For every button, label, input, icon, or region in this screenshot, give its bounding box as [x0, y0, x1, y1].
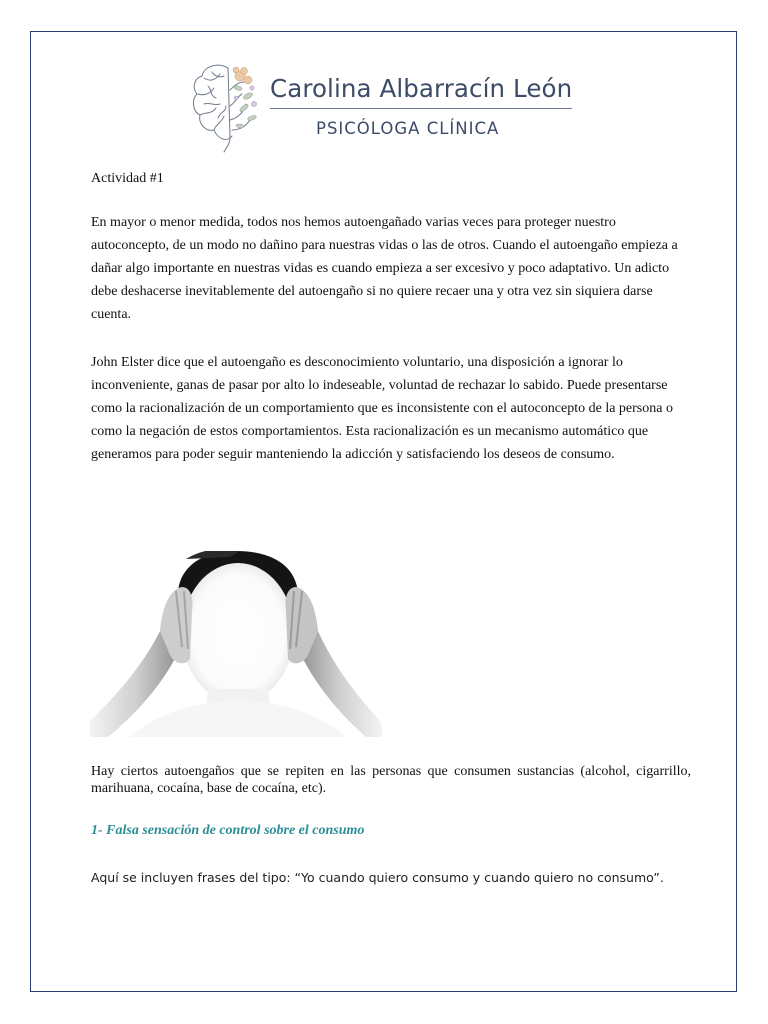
photo-illustration: [90, 551, 382, 737]
letterhead: [190, 60, 580, 156]
person-covering-ears-photo: [90, 551, 382, 737]
paragraph-common-self-deceptions: Hay ciertos autoengaños que se repiten en las personas que consumen sustancias (alcohol, cigarrillo, marihuana, cocaína, base de cocaína, etc).: [91, 764, 691, 796]
paragraph-intro: En mayor o menor medida, todos nos hemos autoengañado varias veces para proteger nuestro autoconcepto, de un modo no dañino para nuestras vidas o las de otros. Cuando el autoengaño empieza a dañar algo importante en nuestras vidas es cuando empieza a ser excesivo y poco adaptativo. Un adicto debe deshacerse inevitablemente del autoengaño si no quiere recaer una y otra vez sin siquiera darse cuenta.: [91, 215, 678, 322]
section-heading: 1- Falsa sensación de control sobre el consumo: [91, 823, 365, 838]
brand-divider: [270, 108, 572, 109]
brain-flower-icon: [190, 60, 266, 154]
brand-subtitle: PSICÓLOGA CLÍNICA: [316, 119, 500, 138]
brand-name: Carolina Albarracín León: [270, 74, 573, 103]
activity-label: Actividad #1: [91, 171, 164, 186]
paragraph-elster: John Elster dice que el autoengaño es desconocimiento voluntario, una disposición a ignorar lo inconveniente, ganas de pasar por alto lo indeseable, voluntad de rechazar lo sabido. Puede presentarse como la racionalización de un comportamiento que es inconsistente con el autoconcepto de la persona o como la negación de estos comportamientos. Esta racionalización es un mecanismo automático que generamos para poder seguir manteniendo la adicción y satisfaciendo los deseos de consumo.: [91, 355, 673, 462]
paragraph-example-phrases: Aquí se incluyen frases del tipo: “Yo cuando quiero consumo y cuando quiero no consumo”.: [91, 870, 664, 885]
